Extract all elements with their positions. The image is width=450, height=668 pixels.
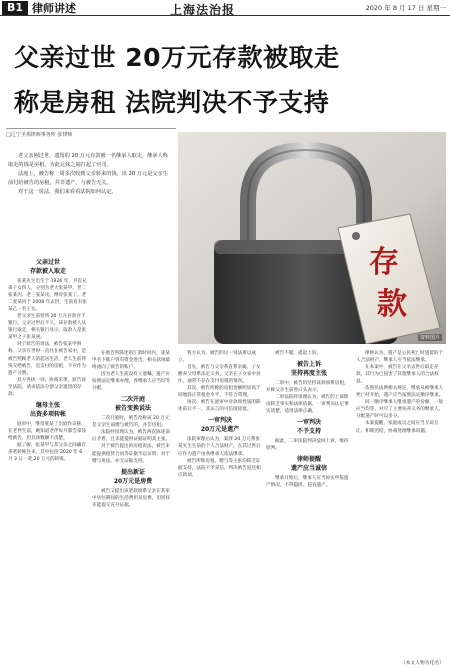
body-paragraph: 被告所称房租、赠与等主张均缺乏证据支持，法院不予采信，判决被告返还相应款项。	[178, 458, 261, 478]
intro-paragraph: 法庭上，被告称一周多次收到父亲转来的钱，该 20 万元是父亲生前付给被告的房租，并非遗产，与被告无关。	[8, 171, 168, 186]
section-title: 律师讲述	[32, 1, 76, 15]
body-paragraph: 被告又提出该笔款项系父亲在其家中居住期间的生活费用及房费，但同样未能提交充分证据。	[92, 488, 171, 508]
subheading: 律师提醒 遗产应当诚信	[290, 456, 327, 473]
padlock-illustration	[178, 132, 446, 344]
intro-paragraph: 对于这一说法，我们来看看法院如何认定。	[18, 189, 117, 196]
subheading: 被告上诉 坚持再度主张	[290, 361, 327, 378]
body-paragraph: 其次，被告所称的房租金额明显高于同地段正常租金水平，不符合常理。	[178, 386, 261, 399]
page-number: B1	[2, 1, 28, 15]
body-paragraph: 二审法院经审理认为，被告的上诉理由缺乏事实和法律依据，一审判决认定事实清楚，适用法律正确。	[266, 395, 349, 415]
subheading: 父亲过世 存款被人取走	[29, 259, 66, 275]
body-paragraph: 律师认为，遗产是公民死亡时遗留的个人合法财产，继承人应当依法继承。	[356, 351, 444, 364]
intro-paragraph: 老父亲刚过世，遗留的 20 万元存款被一名继承人取走，继承人称取走的钱是房租，为此兄妹之间打起了官司。	[8, 153, 168, 168]
body-paragraph: 对于原告的说法，被告张某甲辩称，父亲在世时一直住在被告家中，是被告照顾老人的起居生活，老人生前将钱交给被告，是支付的房租，不应作为遗产分割。	[8, 342, 87, 376]
body-paragraph: 再次，被告在庭审中对款项性质的陈述前后不一，其证言的可信度较低。	[178, 400, 261, 413]
subheading: 继母主张 出资多项转帐	[29, 401, 66, 418]
padlock-photo	[178, 132, 446, 344]
body-paragraph: 在本案中，被告在父亲去世后取走存款，其行为已侵害了其他继承人的合法权益。	[356, 365, 439, 385]
sign-char-2: 款	[377, 287, 407, 322]
article-column-5	[356, 350, 444, 648]
subheading: 提出新证 20万元是房费	[113, 468, 153, 485]
issue-date: 2020 年 8 月 17 日 星期一	[365, 4, 446, 12]
body-paragraph: 庭审中，继母张某丁出庭作证称，在老伴生前，她知道老伴每月都会拿钱给被告，但具体数额不清楚。	[8, 421, 87, 441]
body-paragraph: 据此，二审法院判决驳回上诉，维持原判。	[266, 439, 349, 452]
body-paragraph: 首先，被告与父亲系直系亲属，子女赡养父母系法定义务，父亲在子女家中居住，通常不存在支付房租的情况。	[178, 365, 261, 385]
article-column-3	[178, 350, 262, 660]
photo-caption: 资料图片	[419, 335, 440, 341]
body-paragraph: 法院审理后认为，案涉 20 万元系张某先生生前的个人合法财产，在其过世后应作为遗产由各继承人依法继承。	[178, 437, 261, 457]
body-paragraph: 双方各执一词，协商未果，原告诉至法院，请求依法分割父亲遗留的存款。	[8, 377, 86, 397]
body-paragraph: 张某先生出生于 1926 年，共有兄弟子女四人，分别为老大张某甲、老二张某丙、老三张某戊，继母张某丁。老二张某丙于 2008 年去世，生前育有张某乙一名子女。	[8, 279, 87, 313]
headline-line-2: 称是房租 法院判决不予支持	[14, 88, 330, 117]
article-intro	[8, 152, 170, 198]
article-column-4	[266, 350, 352, 660]
byline: □辽宁圣邦律师事务所 张律师	[6, 128, 176, 138]
subheading: 一审判决 20万元是遗产	[200, 417, 240, 434]
body-paragraph: 我方认为，被告的这一说法难以成立。	[178, 351, 256, 364]
body-paragraph: 二次开庭时，被告改称该 20 万元是父亲生前赠与被告的，并非房租。	[92, 416, 170, 429]
footnote: （本文人物为化名）	[400, 661, 444, 666]
body-paragraph: 继承开始后，继承人应当如实申报遗产情况，不得隐匿、侵吞遗产。	[266, 476, 349, 489]
body-paragraph: 在被告所陈述的汇款时间内，张某甲名下账户曾有资金进出，相关款项最终流向了被告的账户。	[92, 351, 171, 371]
sign-char-1: 存	[369, 245, 399, 280]
page-header	[0, 0, 450, 16]
article-column-2	[92, 350, 174, 660]
body-paragraph: 老父亲生前曾将 20 万元存款存于银行，父亲过世后不久，该存款被人从银行取走，相关银行显示，取款人是张某甲之子张某庚。	[8, 314, 87, 341]
headline-line-1: 父亲过世 20万元存款被取走	[14, 43, 340, 72]
subheading: 二次开庭 被告变换说法	[114, 396, 151, 413]
body-paragraph: 据了解，张某甲与其父亲之间确有多笔转账往来，其中包括 2020 年 6 月 3 日一笔 20 万元的转账。	[8, 442, 86, 463]
body-paragraph: 因为老人生前没有立遗嘱，遗产应按照法定继承办理，各继承人应当均等分配。	[92, 372, 171, 392]
body-paragraph: 二审中，被告仍坚持该款项系房租，并称父亲生前曾口头表示。	[266, 381, 349, 394]
body-paragraph: 被告不服，提起上诉。	[275, 351, 321, 356]
body-paragraph: 对于被告提出的房租说法，被告未能提供租赁合同等证据予以证明；对于赠与说法，亦无证据支持。	[92, 444, 171, 464]
newspaper-name: 上海法治报	[170, 3, 236, 17]
body-paragraph: 法院经审理认为，被告两次陈述前后矛盾，且未能提供证据证明其主张。	[92, 430, 171, 443]
article-column-1	[8, 255, 88, 660]
body-paragraph: 同一顺序继承人继承遗产的份额，一般应当均等。对尽了主要扶养义务的继承人，分配遗产时可以多分。	[356, 400, 444, 420]
subheading: 一审判决 不予支持	[296, 419, 321, 436]
body-paragraph: 本案提醒，家庭成员之间应当互谅互让、和睦团结，协商处理继承问题。	[356, 421, 439, 434]
body-paragraph: 依照民法典相关规定，继承从被继承人死亡时开始，遗产应当按照法定顺序继承。	[356, 386, 444, 399]
